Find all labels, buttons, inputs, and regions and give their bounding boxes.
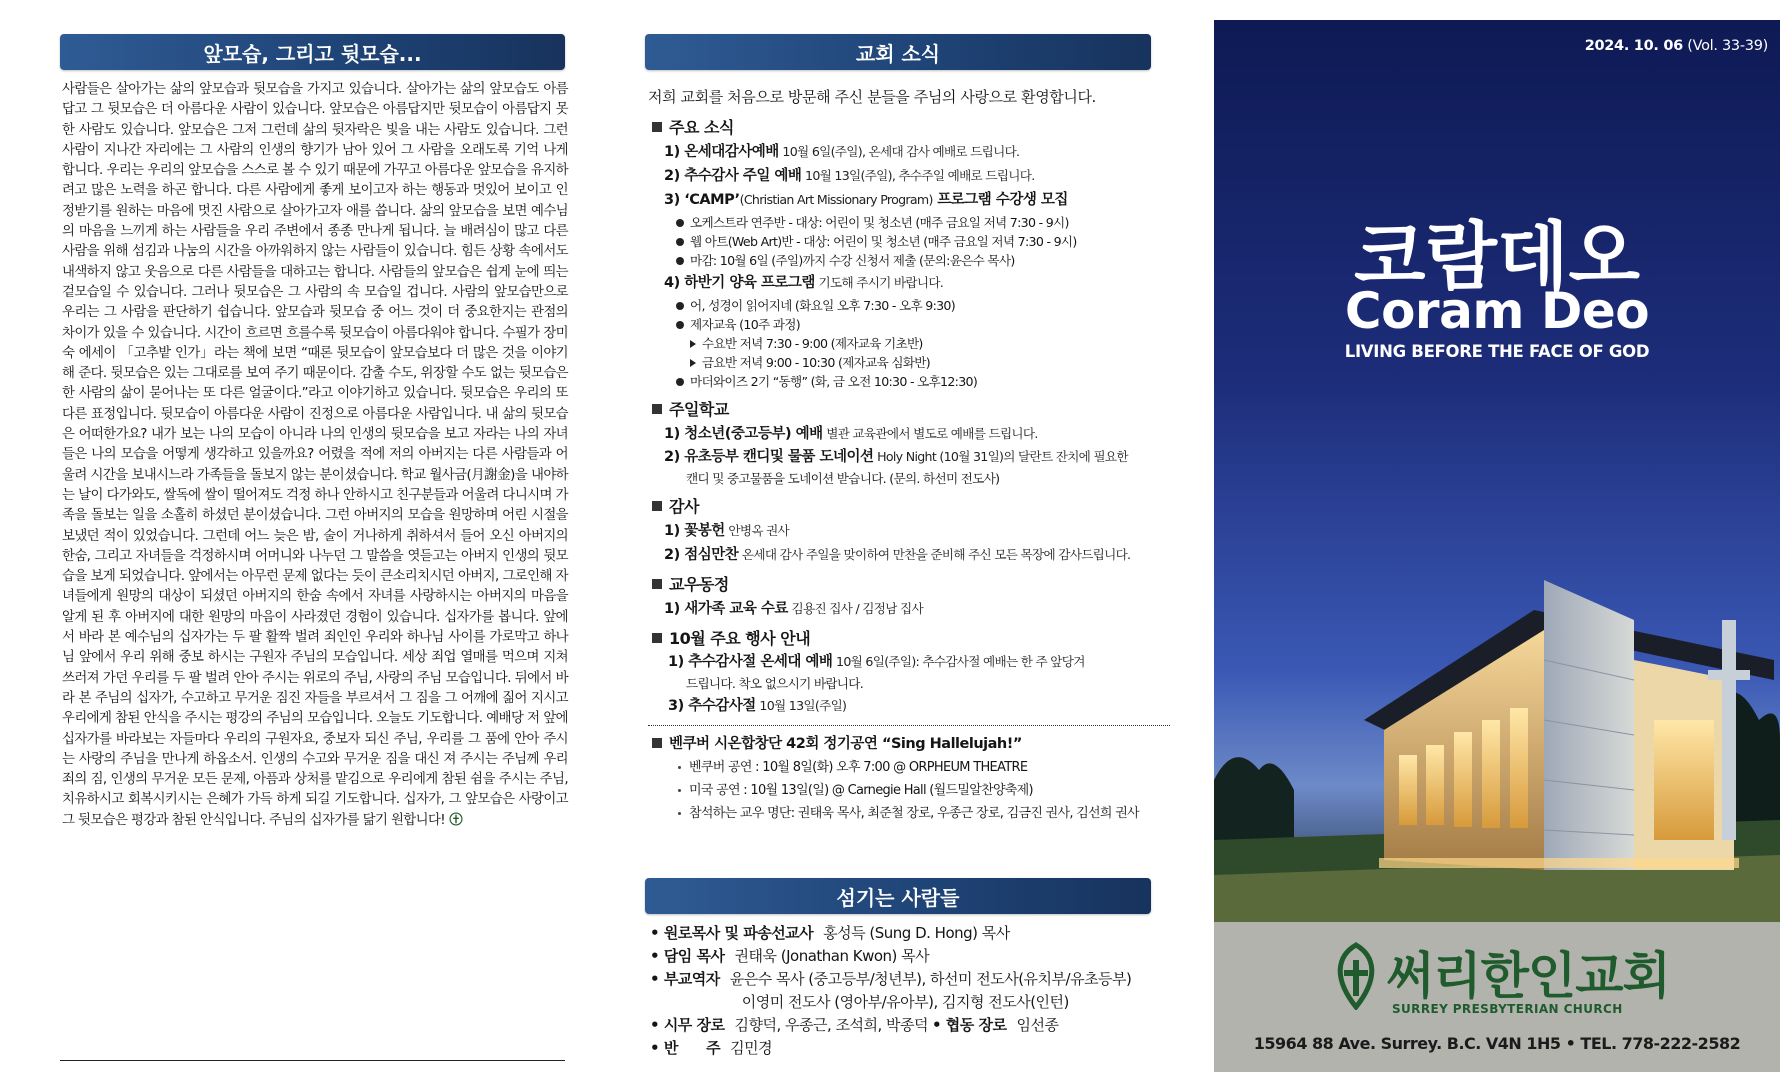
dotted-divider (648, 725, 1170, 726)
triangle-bullet-icon (690, 340, 696, 348)
cover-tagline: LIVING BEFORE THE FACE OF GOD (1344, 342, 1650, 361)
news-item: 1) 새가족 교육 수료 김용진 집사 / 김정남 집사 (664, 601, 923, 617)
cross-emblem-icon (449, 812, 463, 826)
section-thanks: 감사 (652, 494, 1178, 517)
square-bullet-icon (652, 122, 662, 132)
square-bullet-icon (652, 633, 662, 643)
section-october-events: 10월 주요 행사 안내 (652, 626, 1178, 649)
news-item: 2) 유초등부 캔디및 물품 도네이션 Holy Night (10월 31일)의 달란트 잔치에 필요한 (664, 449, 1128, 465)
column1-title: 앞모습, 그리고 뒷모습... (203, 41, 422, 66)
list-item: 마더와이즈 2기 “동행” (화, 금 오전 10:30 - 오후12:30) (676, 372, 1178, 391)
church-logo-icon (1329, 942, 1383, 1010)
square-bullet-icon (652, 501, 662, 511)
news-item: 1) 추수감사절 온세대 예배 10월 6일(주일): 추수감사절 예배는 한 주 앞당겨 (668, 654, 1085, 670)
church-name-korean: 써리한인교회 (1386, 947, 1670, 1005)
staff-row: • 반 주 김민경 (650, 1037, 1170, 1060)
news-item: 1) 청소년(중고등부) 예배 별관 교육관에서 별도로 예배를 드립니다. (664, 426, 1038, 442)
church-info-footer (1214, 922, 1780, 1072)
cover-title-korean: 코람데오 (1354, 214, 1640, 300)
list-item: 어, 성경이 읽어지네 (화요일 오후 7:30 - 오후 9:30) (676, 296, 1178, 315)
bottom-rule (60, 1060, 565, 1061)
square-bullet-icon (652, 738, 662, 748)
concert-heading: 벤쿠버 시온합창단 42회 정기공연 “Sing Hallelujah!” (652, 732, 1178, 753)
dot-bullet-icon (676, 238, 684, 246)
staff-row: • 시무 장로 김향덕, 우종근, 조석희, 박종덕 • 협동 장로 임선종 (650, 1014, 1170, 1037)
dot-bullet-icon (676, 378, 684, 386)
concert-item: 벤쿠버 공연 : 10월 8일(화) 오후 7:00 @ ORPHEUM THEATRE (678, 756, 1178, 779)
staff-title-banner (645, 878, 1151, 914)
list-item: 마감: 10월 6일 (주일)까지 수강 신청서 제출 (문의:윤은수 목사) (676, 251, 1178, 270)
church-building-photo (1214, 20, 1780, 922)
essay-text: 사람들은 살아가는 삶의 앞모습과 뒷모습을 가지고 있습니다. 살아가는 삶의 앞모습도 아름답고 그 뒷모습은 더 아름다운 사람이 있습니다. 앞모습은 아름답지만 뒷모습이 아름답지 못한 사람도 있습니다. 앞모습은 그저 그런데 삶의 뒷자락은 빛을 내는 사람도 있습니다. 그런 사람이 지나간 자리에는 그 사람의 인생의 향기가 남아 있어 그 사람을 오래도록 기억 나게 합니다. 우리는 우리의 앞모습을 스스로 볼 수 있기 때문에 가꾸고 아름다운 앞모습을 유지하려고 많은 노력을 하곤 합니다. 다른 사람에게 좋게 보이고자 하는 행동과 멋있어 보이고 인정받기를 원하는 마음에 멋진 사람으로 살아가고자 애를 씁니다. 삶의 앞모습을 보면 예수님의 마음을 느끼게 하는 사람들을 우리 주변에서 종종 만나게 됩니다. 늘 배려심이 많고 다른 사람을 위해 섬김과 나눔의 시간을 아까워하지 않는 사람들이 있습니다. 힘든 상황 속에서도 내색하지 않고 웃음으로 다른 사람들을 대하고는 합니다. 사람들의 앞모습은 쉽게 눈에 띄는 겉모습일 수 있습니다. 그러나 뒷모습은 그 사람의 속 모습일 겁니다. 사람의 앞모습만으로 우리는 그 사람을 판단하기 쉽습니다. 앞모습과 뒷모습 중 어느 것이 더 중요한지는 관점의 차이가 있을 수 있습니다. 시간이 흐르면 흐를수록 뒷모습이 아름다워야 합니다. 수필가 장미숙 에세이 「고추밭 인가」라는 책에 보면 “때론 뒷모습이 앞모습보다 더 많은 것을 이야기 해 준다. 뒷모습은 있는 그대로를 보여 주기 때문이다. 감출 수도, 위장할 수도 없는 뒷모습은 한 사람의 삶이 묻어나는 또 다른 얼굴이다.”라고 이야기하고 있습니다. 뒷모습은 우리의 또다른 표정입니다. 뒷모습이 아름다운 사람이 진정으로 아름다운 사람입니다. 내 삶의 뒷모습은 어떠한가요? 내가 보는 나의 모습이 아니라 나의 인생의 뒷모습을 보고 자라는 나의 자녀들은 나의 모습을 어떻게 생각하고 있을까요? 어렸을 적에 저의 아버지는 다른 사람들과 어울려 시간을 보내시느라 가족들을 돌보지 않는 분이셨습니다. 학교 월사금(月謝金)을 내야하는 날이 다가와도, 쌀독에 쌀이 떨어져도 걱정 하나 안하시고 친구분들과 어울려 다니시며 가족을 돌보는 일을 소홀히 하셨던 분이셨습니다. 그런 아버지의 모습을 원망하며 어린 시절을 보냈던 적이 있었습니다. 그런데 어느 늦은 밤, 술이 거나하게 취하셔서 들어 오신 아버지의 한숨, 그리고 자녀들을 걱정하시며 어머니와 나누던 그 말씀을 엿듣고는 아버지 인생의 뒷모습을 보게 되었습니다. 앞에서는 아무런 문제 없다는 듯이 큰소리치시던 아버지, 그로인해 자녀들에게 원망의 대상이 되셨던 아버지의 한숨 속에서 자녀를 사랑하시는 아버지의 마음을 알게 된 후 아버지에 대한 원망의 마음이 사라졌던 경험이 있습니다. 십자가를 봅니다. 앞에서 바라 본 예수님의 십자가는 두 팔 활짝 벌려 죄인인 우리와 하나님 사이를 가로막고 하나님 앞에서 우리 위해 중보 하시는 구원자 주님의 모습입니다. 세상 죄업 열매를 먹으며 지쳐 쓰러져 가던 우리를 두 팔 벌려 안아 주시는 위로의 주님, 사랑의 주님 모습입니다. 뒤에서 바라 본 주님의 십자가, 수고하고 무거운 짐진 자들을 부르셔서 그 짐을 그 어깨에 짊어 지시고 우리에게 참된 안식을 주시는 평강의 주님의 모습입니다. 오늘도 기도합니다. 예배당 저 앞에 십자가를 바라보는 자들마다 우리의 구원자요, 중보자 되신 주님, 우리를 그 품에 안아 주시는 사랑의 주님을 만나게 하옵소서. 인생의 수고와 무거운 짐을 대신 져 주시는 주님께 우리 죄의 짐, 인생의 무거운 모든 문제, 아픔과 상처를 맡김으로 우리에게 참된 쉼을 주시는 주님, 치유하시고 회복시키시는 은혜가 가득 하게 되길 기도합니다. 십자가, 그 앞모습은 사랑이고 그 뒷모습은 평강과 참된 안식입니다. 주님의 십자가를 닮기 원합니다! (62, 82, 568, 828)
staff-list (650, 922, 1170, 1060)
sub-list-item: 금요반 저녁 9:00 - 10:30 (제자교육 심화반) (690, 353, 1178, 372)
issue-date: 2024. 10. 06 (Vol. 33-39) (1584, 38, 1768, 54)
welcome-message: 저희 교회를 처음으로 방문해 주신 분들을 주님의 사랑으로 환영합니다. (648, 88, 1096, 106)
news-item: 1) 꽃봉헌 안병옥 권사 (664, 523, 790, 539)
news-item: 3) 추수감사절 10월 13일(주일) (668, 698, 847, 714)
dot-bullet-icon (676, 219, 684, 227)
essay-body (62, 80, 568, 831)
square-bullet-icon (652, 579, 662, 589)
news-item-continued: 드립니다. 착오 없으시기 바랍니다. (686, 676, 864, 691)
staff-row: • 부교역자 윤은수 목사 (중고등부/청년부), 하선미 전도사(유치부/유초등부) (650, 968, 1170, 991)
square-bullet-icon (652, 404, 662, 414)
cover-title-english: Coram Deo (1344, 282, 1650, 340)
bulletin-cover (1214, 20, 1780, 1072)
news-item-continued: 캔디 및 중고물품을 도네이션 받습니다. (문의. 하선미 전도사) (686, 471, 1000, 486)
section-main-news (652, 115, 1178, 138)
concert-item: 참석하는 교우 명단: 권태욱 목사, 최준철 장로, 우종근 장로, 김금진 권사, 김선희 권사 (678, 802, 1178, 825)
list-item: 웹 아트(Web Art)반 - 대상: 어린이 및 청소년 (매주 금요일 저녁 7:30 - 9시) (676, 232, 1178, 251)
church-address: 15964 88 Ave. Surrey. B.C. V4N 1H5 • TEL. 778-222-2582 (1253, 1034, 1741, 1053)
staff-title: 섬기는 사람들 (836, 885, 960, 910)
dot-bullet-icon (676, 321, 684, 329)
sub-list-item: 수요반 저녁 7:30 - 9:00 (제자교육 기초반) (690, 334, 1178, 353)
section-sunday-school: 주일학교 (652, 397, 1178, 420)
list-item: 오케스트라 연주반 - 대상: 어린이 및 청소년 (매주 금요일 저녁 7:30 - 9시) (676, 213, 1178, 232)
column2-title-banner (645, 34, 1151, 70)
dot-bullet-icon (676, 257, 684, 265)
news-item: 3) ‘CAMP’(Christian Art Missionary Program) 프로그램 수강생 모집 (664, 192, 1068, 208)
news-item: 4) 하반기 양육 프로그램 기도해 주시기 바랍니다. (664, 275, 944, 291)
news-item: 1) 온세대감사예배 10월 6일(주일), 온세대 감사 예배로 드립니다. (664, 144, 1020, 160)
dot-bullet-icon (676, 302, 684, 310)
concert-item: 미국 공연 : 10월 13일(일) @ Carnegie Hall (월드밀알찬양축제) (678, 779, 1178, 802)
staff-row: • 원로목사 및 파송선교사 홍성득 (Sung D. Hong) 목사 (650, 922, 1170, 945)
staff-row: • 담임 목사 권태욱 (Jonathan Kwon) 목사 (650, 945, 1170, 968)
news-item: 2) 점심만찬 온세대 감사 주일을 맞이하여 만찬을 준비해 주신 모든 목장에 감사드립니다. (664, 547, 1131, 563)
triangle-bullet-icon (690, 359, 696, 367)
section-heading: 주요 소식 (669, 118, 734, 137)
staff-row: 이영미 전도사 (영아부/유아부), 김지형 전도사(인턴) (741, 993, 1069, 1011)
church-name-english: SURREY PRESBYTERIAN CHURCH (1392, 1002, 1623, 1016)
column2-title: 교회 소식 (855, 41, 941, 66)
church-building-illustration (1214, 20, 1780, 922)
section-members: 교우동정 (652, 572, 1178, 595)
news-item: 2) 추수감사 주일 예배 10월 13일(주일), 추수주일 예배로 드립니다. (664, 168, 1035, 184)
church-news (648, 86, 1178, 825)
column1-title-banner (60, 34, 565, 70)
list-item: 제자교육 (10주 과정) (676, 315, 1178, 334)
